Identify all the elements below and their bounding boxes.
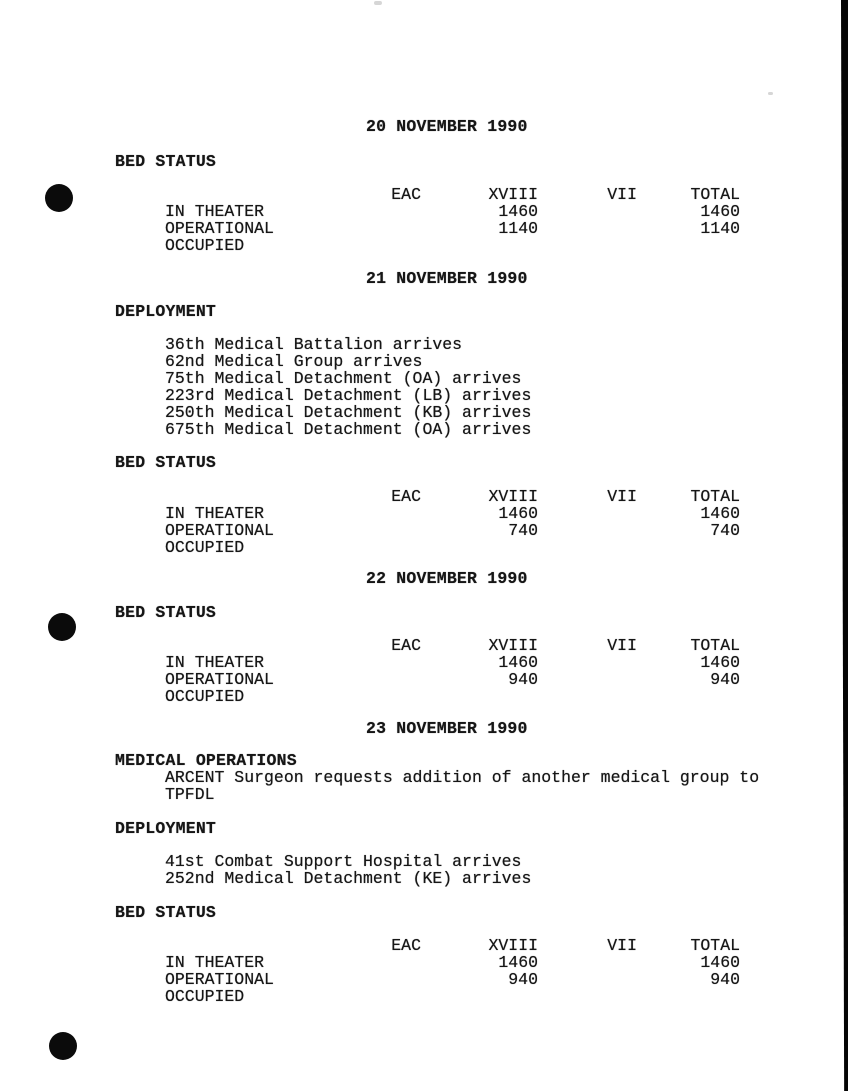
- cell-eac: [355, 220, 421, 237]
- cell-eac: [355, 203, 421, 220]
- row-label: OCCUPIED: [165, 987, 245, 1006]
- date-heading: 21 NOVEMBER 1990: [366, 269, 528, 288]
- column-header-eac: EAC: [391, 936, 421, 955]
- cell-vii: [538, 237, 637, 254]
- cell-vii: [538, 203, 637, 220]
- cell-xviii: [421, 988, 538, 1005]
- column-header-xviii: XVIII: [488, 185, 538, 204]
- hole-punch-mark: [45, 184, 73, 212]
- column-header-xviii: XVIII: [488, 636, 538, 655]
- column-header-vii: VII: [607, 185, 637, 204]
- cell-xviii: 940: [508, 670, 538, 689]
- deployment-item: 250th Medical Detachment (KB) arrives: [165, 403, 532, 422]
- cell-eac: [355, 539, 421, 556]
- cell-xviii: 1460: [498, 953, 538, 972]
- cell-xviii: 1460: [498, 653, 538, 672]
- cell-eac: [355, 988, 421, 1005]
- column-header-total: TOTAL: [690, 185, 740, 204]
- section-heading-bed-status: BED STATUS: [115, 903, 217, 922]
- cell-xviii: 740: [508, 521, 538, 540]
- cell-vii: [538, 988, 637, 1005]
- bed-status-row: [165, 505, 740, 522]
- section-heading-bed-status: BED STATUS: [115, 152, 217, 171]
- cell-total: 1460: [700, 953, 740, 972]
- cell-total: 940: [710, 970, 740, 989]
- column-header-vii: VII: [607, 636, 637, 655]
- column-header-eac: EAC: [391, 636, 421, 655]
- cell-total: [637, 237, 740, 254]
- cell-xviii: 1460: [498, 504, 538, 523]
- row-label: OCCUPIED: [165, 687, 245, 706]
- date-heading: 22 NOVEMBER 1990: [366, 569, 528, 588]
- cell-total: 1140: [700, 219, 740, 238]
- column-header-vii: VII: [607, 487, 637, 506]
- bed-status-row: [165, 539, 740, 556]
- cell-vii: [538, 505, 637, 522]
- cell-xviii: 940: [508, 970, 538, 989]
- cell-vii: [538, 954, 637, 971]
- row-label: OCCUPIED: [165, 236, 245, 255]
- bed-status-header-row: [165, 637, 740, 654]
- cell-total: 1460: [700, 202, 740, 221]
- row-label: OCCUPIED: [165, 538, 245, 557]
- row-label: OPERATIONAL: [165, 670, 274, 689]
- section-heading-deployment: DEPLOYMENT: [115, 819, 217, 838]
- bed-status-row: [165, 671, 740, 688]
- cell-total: 940: [710, 670, 740, 689]
- bed-status-row: [165, 971, 740, 988]
- cell-total: 1460: [700, 653, 740, 672]
- cell-vii: [538, 539, 637, 556]
- bed-status-row: [165, 654, 740, 671]
- column-header-total: TOTAL: [690, 636, 740, 655]
- row-label: OPERATIONAL: [165, 970, 274, 989]
- bed-status-row: [165, 954, 740, 971]
- cell-eac: [355, 654, 421, 671]
- bed-status-row: [165, 688, 740, 705]
- cell-eac: [355, 688, 421, 705]
- bed-status-header-row: [165, 488, 740, 505]
- row-label: IN THEATER: [165, 953, 265, 972]
- column-header-vii: VII: [607, 936, 637, 955]
- bed-status-row: [165, 220, 740, 237]
- cell-total: [637, 688, 740, 705]
- section-heading-deployment: DEPLOYMENT: [115, 302, 217, 321]
- table-corner-cell: [165, 488, 355, 505]
- cell-vii: [538, 671, 637, 688]
- cell-vii: [538, 688, 637, 705]
- table-corner-cell: [165, 186, 355, 203]
- date-heading: 20 NOVEMBER 1990: [366, 117, 528, 136]
- table-corner-cell: [165, 637, 355, 654]
- cell-eac: [355, 971, 421, 988]
- cell-vii: [538, 220, 637, 237]
- column-header-eac: EAC: [391, 487, 421, 506]
- date-heading: 23 NOVEMBER 1990: [366, 719, 528, 738]
- deployment-item: 41st Combat Support Hospital arrives: [165, 852, 522, 871]
- row-label: OPERATIONAL: [165, 219, 274, 238]
- cell-vii: [538, 522, 637, 539]
- column-header-total: TOTAL: [690, 936, 740, 955]
- column-header-total: TOTAL: [690, 487, 740, 506]
- row-label: IN THEATER: [165, 504, 265, 523]
- section-heading-bed-status: BED STATUS: [115, 603, 217, 622]
- cell-total: 740: [710, 521, 740, 540]
- cell-eac: [355, 505, 421, 522]
- cell-total: 1460: [700, 504, 740, 523]
- deployment-item: 36th Medical Battalion arrives: [165, 335, 463, 354]
- cell-eac: [355, 671, 421, 688]
- deployment-item: 252nd Medical Detachment (KE) arrives: [165, 869, 532, 888]
- row-label: OPERATIONAL: [165, 521, 274, 540]
- scan-edge-bar: [841, 0, 848, 1091]
- cell-vii: [538, 654, 637, 671]
- column-header-eac: EAC: [391, 185, 421, 204]
- cell-xviii: 1460: [498, 202, 538, 221]
- bed-status-header-row: [165, 186, 740, 203]
- column-header-xviii: XVIII: [488, 936, 538, 955]
- medical-operations-line: TPFDL: [165, 785, 215, 804]
- deployment-item: 223rd Medical Detachment (LB) arrives: [165, 386, 532, 405]
- scan-speck: [374, 1, 382, 5]
- table-corner-cell: [165, 937, 355, 954]
- deployment-item: 75th Medical Detachment (OA) arrives: [165, 369, 522, 388]
- column-header-xviii: XVIII: [488, 487, 538, 506]
- bed-status-row: [165, 203, 740, 220]
- hole-punch-mark: [48, 613, 76, 641]
- cell-total: [637, 988, 740, 1005]
- deployment-item: 62nd Medical Group arrives: [165, 352, 423, 371]
- bed-status-row: [165, 522, 740, 539]
- bed-status-row: [165, 988, 740, 1005]
- cell-xviii: [421, 237, 538, 254]
- cell-total: [637, 539, 740, 556]
- row-label: IN THEATER: [165, 653, 265, 672]
- cell-vii: [538, 971, 637, 988]
- cell-eac: [355, 237, 421, 254]
- cell-xviii: [421, 539, 538, 556]
- bed-status-header-row: [165, 937, 740, 954]
- section-heading-medical-operations: MEDICAL OPERATIONS: [115, 751, 297, 770]
- cell-xviii: 1140: [498, 219, 538, 238]
- section-heading-bed-status: BED STATUS: [115, 453, 217, 472]
- deployment-item: 675th Medical Detachment (OA) arrives: [165, 420, 532, 439]
- medical-operations-line: ARCENT Surgeon requests addition of another medical group to: [165, 768, 760, 787]
- scan-speck: [768, 92, 773, 95]
- cell-xviii: [421, 688, 538, 705]
- row-label: IN THEATER: [165, 202, 265, 221]
- cell-eac: [355, 522, 421, 539]
- hole-punch-mark: [49, 1032, 77, 1060]
- bed-status-row: [165, 237, 740, 254]
- cell-eac: [355, 954, 421, 971]
